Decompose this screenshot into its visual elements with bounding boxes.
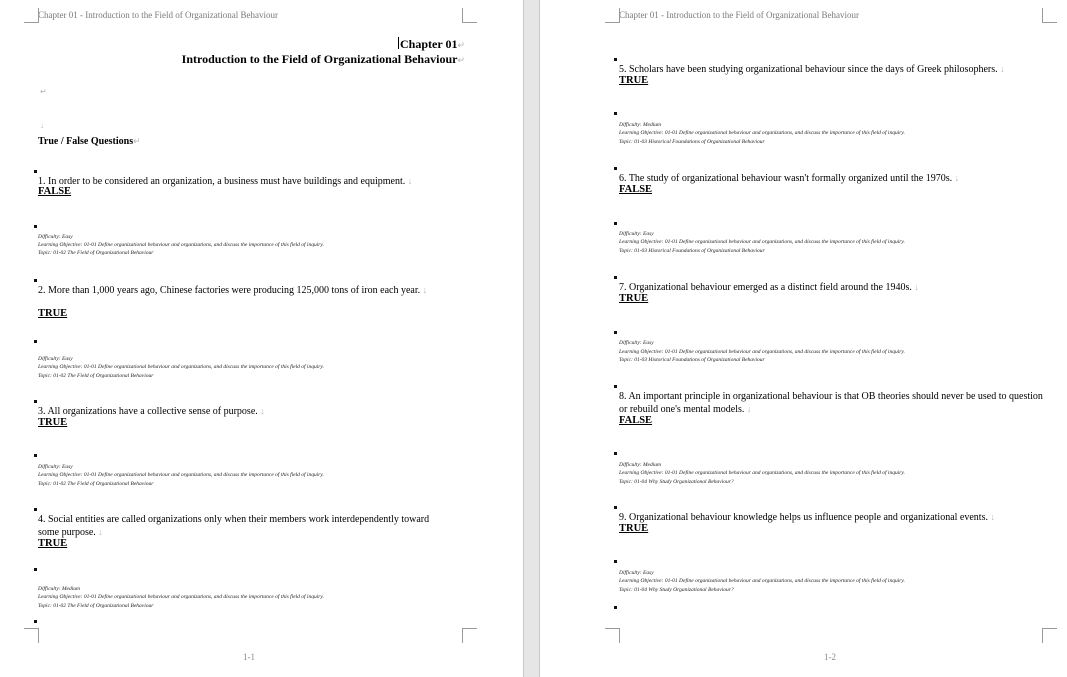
difficulty-6: Difficulty: Easy: [619, 231, 654, 237]
answer-3: TRUE: [38, 417, 68, 428]
crop-mark: [1042, 628, 1057, 643]
paragraph-mark: ↓: [40, 121, 44, 130]
answer-7: TRUE: [619, 293, 649, 304]
bullet-marker: [614, 276, 617, 279]
bullet-marker: [614, 385, 617, 388]
objective-2: Learning Objective: 01-01 Define organizational behaviour and organizations, and discuss the importance of this field of inquiry.: [38, 364, 324, 370]
bullet-marker: [614, 222, 617, 225]
section-heading: True / False Questions↵: [38, 136, 141, 147]
question-3: 3. All organizations have a collective sense of purpose. ↓: [38, 406, 265, 417]
difficulty-1: Difficulty: Easy: [38, 234, 73, 240]
bullet-marker: [614, 452, 617, 455]
text-cursor: [398, 37, 399, 49]
topic-1: Topic: 01-02 The Field of Organizational Behaviour: [38, 250, 154, 256]
bullet-marker: [34, 454, 37, 457]
objective-4: Learning Objective: 01-01 Define organizational behaviour and organizations, and discuss the importance of this field of inquiry.: [38, 594, 324, 600]
objective-9: Learning Objective: 01-01 Define organizational behaviour and organizations, and discuss the importance of this field of inquiry.: [619, 578, 905, 584]
question-5: 5. Scholars have been studying organizational behaviour since the days of Greek philosophers. ↓: [619, 64, 1005, 75]
crop-mark: [462, 628, 477, 643]
answer-4: TRUE: [38, 538, 68, 549]
question-6: 6. The study of organizational behaviour wasn't formally organized until the 1970s. ↓: [619, 173, 960, 184]
page-number: 1-2: [824, 652, 836, 662]
difficulty-7: Difficulty: Easy: [619, 340, 654, 346]
objective-5: Learning Objective: 01-01 Define organizational behaviour and organizations, and discuss the importance of this field of inquiry.: [619, 130, 905, 136]
question-7: 7. Organizational behaviour emerged as a distinct field around the 1940s. ↓: [619, 282, 919, 293]
page-number: 1-1: [243, 652, 255, 662]
bullet-marker: [614, 58, 617, 61]
answer-9: TRUE: [619, 523, 649, 534]
topic-6: Topic: 01-03 Historical Foundations of Organizational Behaviour: [619, 248, 765, 254]
answer-2: TRUE: [38, 308, 68, 319]
topic-5: Topic: 01-03 Historical Foundations of Organizational Behaviour: [619, 139, 765, 145]
answer-1: FALSE: [38, 186, 72, 197]
bullet-marker: [614, 167, 617, 170]
crop-mark: [462, 8, 477, 23]
question-4: 4. Social entities are called organizations only when their members work interdependently toward some purpose. ↓: [38, 514, 430, 538]
bullet-marker: [34, 620, 37, 623]
difficulty-9: Difficulty: Easy: [619, 570, 654, 576]
difficulty-2: Difficulty: Easy: [38, 356, 73, 362]
answer-8: FALSE: [619, 415, 653, 426]
objective-1: Learning Objective: 01-01 Define organizational behaviour and organizations, and discuss the importance of this field of inquiry.: [38, 242, 324, 248]
running-header: Chapter 01 - Introduction to the Field of Organizational Behaviour: [619, 10, 860, 20]
answer-6: FALSE: [619, 184, 653, 195]
document-page-2[interactable]: [540, 0, 1067, 677]
topic-9: Topic: 01-04 Why Study Organizational Behaviour?: [619, 587, 734, 593]
bullet-marker: [34, 170, 37, 173]
objective-6: Learning Objective: 01-01 Define organizational behaviour and organizations, and discuss the importance of this field of inquiry.: [619, 239, 905, 245]
bullet-marker: [614, 560, 617, 563]
topic-7: Topic: 01-03 Historical Foundations of Organizational Behaviour: [619, 357, 765, 363]
bullet-marker: [34, 340, 37, 343]
chapter-subtitle: Introduction to the Field of Organizational Behaviour↵: [181, 52, 465, 66]
crop-mark: [605, 8, 620, 23]
topic-8: Topic: 01-04 Why Study Organizational Behaviour?: [619, 479, 734, 485]
question-8: 8. An important principle in organizational behaviour is that OB theories should never be used to question or rebuild one's mental models. ↓: [619, 391, 1043, 415]
bullet-marker: [614, 331, 617, 334]
paragraph-mark: ↵: [40, 87, 47, 96]
bullet-marker: [614, 112, 617, 115]
crop-mark: [24, 628, 39, 643]
question-2: 2. More than 1,000 years ago, Chinese factories were producing 125,000 tons of iron each year. ↓: [38, 285, 428, 296]
running-header: Chapter 01 - Introduction to the Field of Organizational Behaviour: [38, 10, 279, 20]
crop-mark: [605, 628, 620, 643]
bullet-marker: [34, 225, 37, 228]
topic-2: Topic: 01-02 The Field of Organizational Behaviour: [38, 373, 154, 379]
difficulty-3: Difficulty: Easy: [38, 464, 73, 470]
answer-5: TRUE: [619, 75, 649, 86]
chapter-title: Chapter 01↵: [400, 37, 465, 51]
objective-8: Learning Objective: 01-01 Define organizational behaviour and organizations, and discuss the importance of this field of inquiry.: [619, 470, 905, 476]
difficulty-8: Difficulty: Medium: [619, 462, 662, 468]
document-page-1[interactable]: [0, 0, 523, 677]
objective-3: Learning Objective: 01-01 Define organizational behaviour and organizations, and discuss the importance of this field of inquiry.: [38, 472, 324, 478]
objective-7: Learning Objective: 01-01 Define organizational behaviour and organizations, and discuss the importance of this field of inquiry.: [619, 349, 905, 355]
crop-mark: [24, 8, 39, 23]
page-gutter: [523, 0, 540, 677]
bullet-marker: [34, 508, 37, 511]
bullet-marker: [34, 279, 37, 282]
question-9: 9. Organizational behaviour knowledge helps us influence people and organizational events. ↓: [619, 512, 995, 523]
question-1: 1. In order to be considered an organization, a business must have buildings and equipment. ↓: [38, 176, 413, 187]
bullet-marker: [614, 506, 617, 509]
topic-4: Topic: 01-02 The Field of Organizational Behaviour: [38, 603, 154, 609]
bullet-marker: [34, 400, 37, 403]
crop-mark: [1042, 8, 1057, 23]
difficulty-4: Difficulty: Medium: [38, 586, 81, 592]
bullet-marker: [34, 568, 37, 571]
bullet-marker: [614, 606, 617, 609]
difficulty-5: Difficulty: Medium: [619, 122, 662, 128]
topic-3: Topic: 01-02 The Field of Organizational Behaviour: [38, 481, 154, 487]
